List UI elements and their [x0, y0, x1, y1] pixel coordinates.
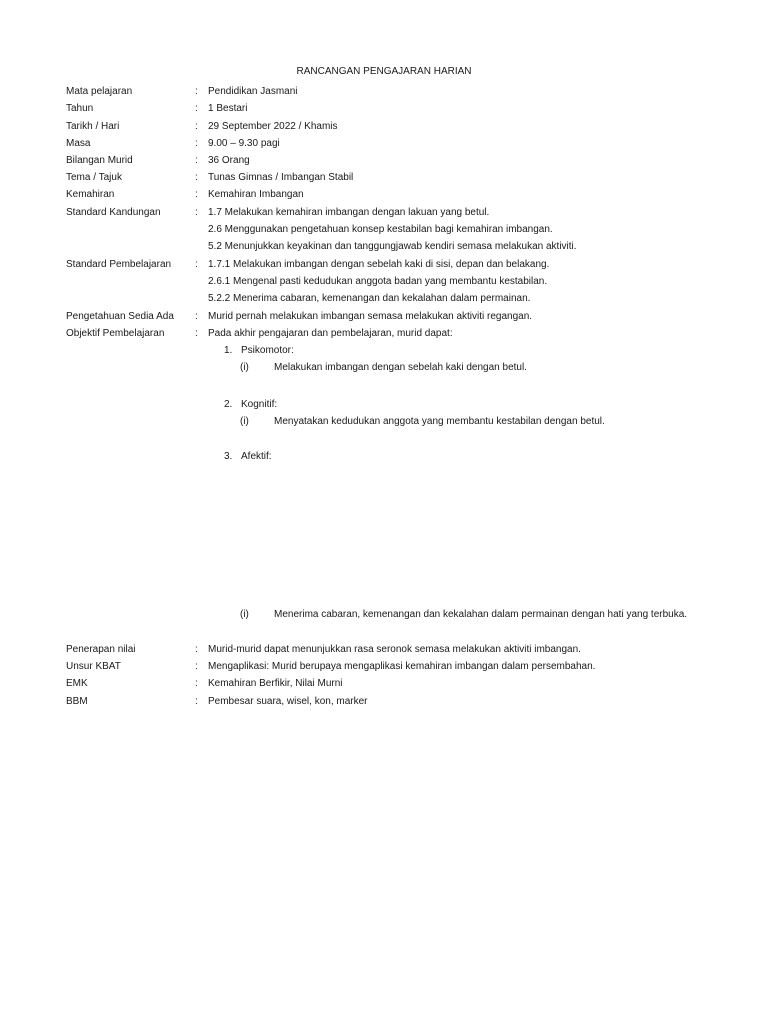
field-label: Pengetahuan Sedia Ada [66, 311, 174, 322]
field-label: BBM [66, 696, 88, 707]
objective-number: 2. [224, 399, 233, 410]
field-value: Mengaplikasi: Murid berupaya mengaplikasi kemahiran imbangan dalam persembahan. [208, 661, 596, 672]
field-value: Pembesar suara, wisel, kon, marker [208, 696, 368, 707]
field-colon: : [195, 172, 198, 183]
field-colon: : [195, 207, 198, 218]
field-colon: : [195, 644, 198, 655]
field-value: 36 Orang [208, 155, 250, 166]
field-colon: : [195, 103, 198, 114]
field-label: EMK [66, 678, 88, 689]
field-label: Masa [66, 138, 91, 149]
field-label: Kemahiran [66, 189, 115, 200]
sub-objective-number: (i) [240, 416, 249, 427]
field-label: Bilangan Murid [66, 155, 133, 166]
field-label: Tarikh / Hari [66, 121, 120, 132]
field-label: Objektif Pembelajaran [66, 328, 165, 339]
sub-objective-number: (i) [240, 362, 249, 373]
field-label: Tahun [66, 103, 94, 114]
field-colon: : [195, 311, 198, 322]
field-value: 9.00 – 9.30 pagi [208, 138, 280, 149]
standard-pembelajaran-line: 2.6.1 Mengenal pasti kedudukan anggota badan yang membantu kestabilan. [208, 276, 548, 287]
field-value: Murid pernah melakukan imbangan semasa melakukan aktiviti regangan. [208, 311, 533, 322]
field-colon: : [195, 661, 198, 672]
objective-domain: Kognitif: [241, 399, 278, 410]
field-colon: : [195, 696, 198, 707]
objektif-intro: Pada akhir pengajaran dan pembelajaran, murid dapat: [208, 328, 453, 339]
field-value: Pendidikan Jasmani [208, 86, 298, 97]
field-colon: : [195, 86, 198, 97]
field-label: Penerapan nilai [66, 644, 136, 655]
field-label: Unsur KBAT [66, 661, 121, 672]
field-value: Kemahiran Imbangan [208, 189, 304, 200]
standard-kandungan-line: 5.2 Menunjukkan keyakinan dan tanggungjawab kendiri semasa melakukan aktiviti. [208, 241, 577, 252]
field-colon: : [195, 328, 198, 339]
objective-number: 3. [224, 451, 233, 462]
sub-objective-text: Melakukan imbangan dengan sebelah kaki dengan betul. [274, 362, 527, 373]
sub-objective-number: (i) [240, 609, 249, 620]
field-colon: : [195, 259, 198, 270]
field-colon: : [195, 138, 198, 149]
document-title: RANCANGAN PENGAJARAN HARIAN [296, 66, 472, 77]
field-value: Tunas Gimnas / Imbangan Stabil [208, 172, 354, 183]
field-label: Standard Pembelajaran [66, 259, 172, 270]
field-value: 29 September 2022 / Khamis [208, 121, 338, 132]
field-colon: : [195, 189, 198, 200]
field-colon: : [195, 121, 198, 132]
field-label: Mata pelajaran [66, 86, 133, 97]
field-value: 1 Bestari [208, 103, 248, 114]
field-value: Murid-murid dapat menunjukkan rasa seronok semasa melakukan aktiviti imbangan. [208, 644, 581, 655]
standard-pembelajaran-line: 5.2.2 Menerima cabaran, kemenangan dan kekalahan dalam permainan. [208, 293, 531, 304]
standard-pembelajaran-line: 1.7.1 Melakukan imbangan dengan sebelah kaki di sisi, depan dan belakang. [208, 259, 550, 270]
standard-kandungan-line: 2.6 Menggunakan pengetahuan konsep kestabilan bagi kemahiran imbangan. [208, 224, 553, 235]
objective-number: 1. [224, 345, 233, 356]
objective-domain: Psikomotor: [241, 345, 294, 356]
field-value: Kemahiran Berfikir, Nilai Murni [208, 678, 343, 689]
objective-domain: Afektif: [241, 451, 272, 462]
field-label: Standard Kandungan [66, 207, 161, 218]
field-value: 1.7 Melakukan kemahiran imbangan dengan lakuan yang betul. [208, 207, 490, 218]
field-colon: : [195, 678, 198, 689]
sub-objective-text: Menyatakan kedudukan anggota yang membantu kestabilan dengan betul. [274, 416, 605, 427]
field-label: Tema / Tajuk [66, 172, 122, 183]
sub-objective-text: Menerima cabaran, kemenangan dan kekalahan dalam permainan dengan hati yang terbuka. [274, 609, 688, 620]
field-colon: : [195, 155, 198, 166]
